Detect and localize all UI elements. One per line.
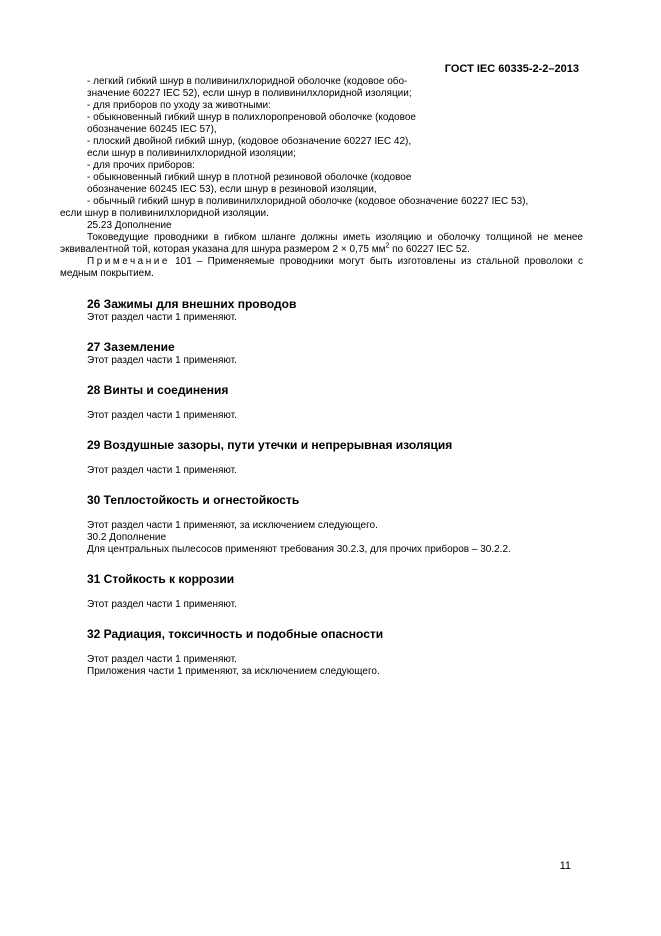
section-body: Этот раздел части 1 применяют. xyxy=(87,312,237,323)
note xyxy=(60,256,583,280)
list-item: значение 60227 IEC 52), если шнур в поливинилхлоридной изоляции; xyxy=(87,88,412,99)
section-title: 32 Радиация, токсичность и подобные опасности xyxy=(87,627,384,641)
list-item: - обычный гибкий шнур в поливинилхлоридной оболочке (кодовое обозначение 60227 IEC 53), xyxy=(87,196,529,207)
list-item: обозначение 60245 IEC 53), если шнур в резиновой изоляции, xyxy=(87,184,377,195)
section-title: 26 Зажимы для внешних проводов xyxy=(87,297,297,311)
list-item: если шнур в поливинилхлоридной изоляции. xyxy=(60,208,269,219)
section-title: 29 Воздушные зазоры, пути утечки и непрерывная изоляция xyxy=(87,438,453,452)
section-title: 30 Теплостойкость и огнестойкость xyxy=(87,493,300,507)
list-item: - обыкновенный гибкий шнур в плотной резиновой оболочке (кодовое xyxy=(87,172,412,183)
list-item: - плоский двойной гибкий шнур, (кодовое обозначение 60227 IEC 42), xyxy=(87,136,412,147)
list-item: обозначение 60245 IEC 57), xyxy=(87,124,217,135)
subsection-title: 30.2 Дополнение xyxy=(87,532,167,543)
section-body: Этот раздел части 1 применяют. xyxy=(87,355,237,366)
section-body: Этот раздел части 1 применяют. xyxy=(87,465,237,476)
paragraph-text: Токоведущие проводники в гибком шланге должны иметь изоляцию и оболочку толщиной не менее эквивалентной той, которая указана для шнура размером 2 × 0,75 мм xyxy=(60,232,583,255)
section-body: Приложения части 1 применяют, за исключением следующего. xyxy=(87,666,380,677)
section-body: Этот раздел части 1 применяют. xyxy=(87,654,237,665)
section-body: Этот раздел части 1 применяют, за исключением следующего. xyxy=(87,520,378,531)
section-title: 27 Заземление xyxy=(87,340,175,354)
subsection-title: 25.23 Дополнение xyxy=(87,220,172,231)
superscript: 2 xyxy=(385,242,390,250)
section-body: Этот раздел части 1 применяют. xyxy=(87,599,237,610)
list-item: - легкий гибкий шнур в поливинилхлоридной оболочке (кодовое обо- xyxy=(87,76,408,87)
list-item: - для приборов по уходу за животными: xyxy=(87,100,271,111)
section-body: Этот раздел части 1 применяют. xyxy=(87,410,237,421)
section-title: 31 Стойкость к коррозии xyxy=(87,572,235,586)
section-body: Для центральных пылесосов применяют требования 30.2.3, для прочих приборов – 30.2.2. xyxy=(87,544,511,555)
note-text: 101 – Применяемые проводники могут быть изготовлены из стальной проволоки с медным покрытием. xyxy=(60,256,583,279)
list-item: - обыкновенный гибкий шнур в полихлоропреновой оболочке (кодовое xyxy=(87,112,416,123)
page-content xyxy=(60,76,583,678)
section-title: 28 Винты и соединения xyxy=(87,383,229,397)
paragraph xyxy=(60,232,583,256)
paragraph-text-end: по 60227 IEC 52. xyxy=(389,244,470,255)
note-label: Примечание xyxy=(87,256,170,267)
document-header: ГОСТ IEC 60335-2-2–2013 xyxy=(444,63,579,75)
list-item: - для прочих приборов: xyxy=(87,160,195,171)
list-item: если шнур в поливинилхлоридной изоляции; xyxy=(87,148,296,159)
page-number: 11 xyxy=(559,860,571,872)
